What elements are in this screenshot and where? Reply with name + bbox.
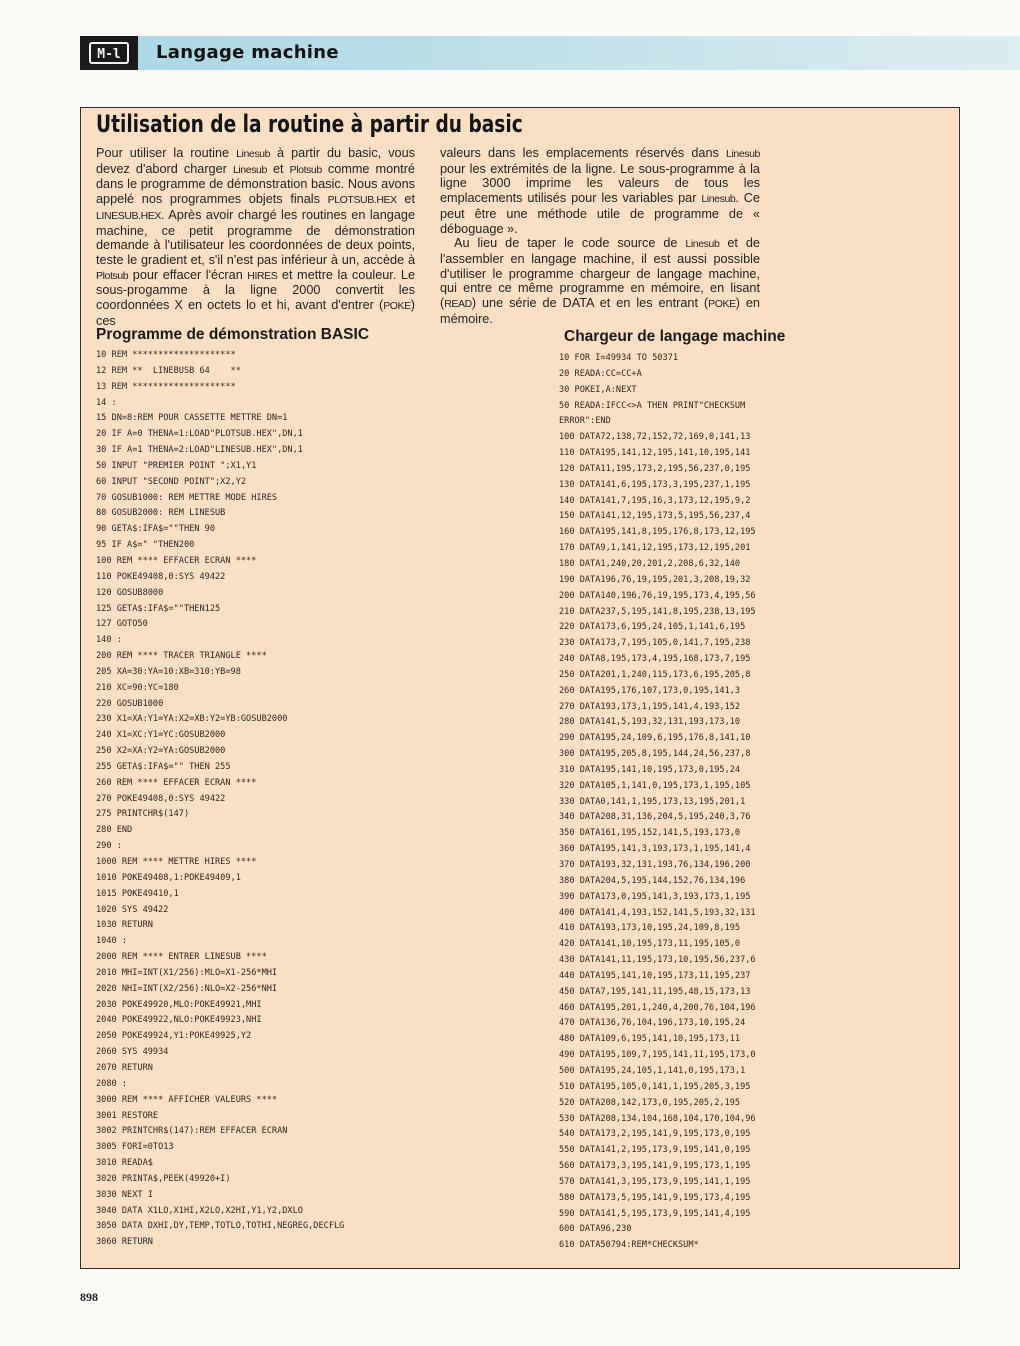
- program-name: Linesub: [701, 193, 736, 206]
- code-line: 360 DATA195,141,3,193,173,1,195,141,4: [559, 844, 751, 855]
- text-run: . Ce peut être une méthode utile de programme de « déboguage ».: [440, 191, 760, 236]
- article-right-column: [440, 146, 760, 326]
- text-run: à partir du basic, vous devez d'abord charger: [96, 146, 415, 176]
- code-line: 1000 REM **** METTRE HIRES ****: [96, 857, 257, 867]
- code-line: 2000 REM **** ENTRER LINESUB ****: [96, 952, 267, 963]
- code-line: 270 DATA193,173,1,195,141,4,193,152: [559, 701, 741, 712]
- code-line: 530 DATA208,134,104,168,104,170,104,96: [559, 1113, 756, 1124]
- program-name: POKE: [708, 298, 736, 311]
- code-line: 430 DATA141,11,195,173,10,195,56,237,6: [559, 955, 756, 966]
- code-line: 2060 SYS 49934: [96, 1047, 169, 1058]
- code-line: ERROR":END: [559, 416, 611, 427]
- text-run: et: [266, 161, 290, 176]
- code-line: 440 DATA195,141,10,195,173,11,195,237: [559, 970, 751, 981]
- code-line: 390 DATA173,0,195,141,3,193,173,1,195: [559, 891, 751, 902]
- code-line: 140 DATA141,7,195,16,3,173,12,195,9,2: [559, 495, 751, 506]
- loader-program-listing: [559, 351, 756, 1254]
- code-line: 3040 DATA X1LO,X1HI,X2LO,X2HI,Y1,Y2,DXLO: [96, 1205, 303, 1216]
- code-line: 100 DATA72,138,72,152,72,169,0,141,13: [559, 432, 751, 443]
- code-line: 120 DATA11,195,173,2,195,56,237,0,195: [559, 463, 751, 474]
- code-line: 160 DATA195,141,8,195,176,8,173,12,195: [559, 527, 756, 538]
- code-line: 220 DATA173,6,195,24,105,1,141,6,195: [559, 622, 746, 633]
- code-line: 120 GOSUB8000: [96, 587, 164, 598]
- program-name: Plotsub: [289, 163, 322, 176]
- code-line: 10 FOR I=49934 TO 50371: [559, 353, 678, 363]
- code-line: 255 GETA$:IFA$="" THEN 255: [96, 761, 231, 772]
- code-line: 230 DATA173,7,195,105,0,141,7,195,238: [559, 638, 751, 649]
- code-line: 3020 PRINTA$,PEEK(49920+I): [96, 1173, 231, 1184]
- text-run: et: [396, 192, 416, 207]
- code-line: 400 DATA141,4,193,152,141,5,193,32,131: [559, 907, 756, 918]
- code-line: 490 DATA195,109,7,195,141,11,195,173,0: [559, 1050, 756, 1061]
- code-line: 3002 PRINTCHR$(147):REM EFFACER ECRAN: [96, 1126, 288, 1137]
- code-line: 370 DATA193,32,131,193,76,134,196,200: [559, 860, 751, 870]
- page-number: 898: [80, 1290, 98, 1304]
- program-name: Linesub: [236, 148, 271, 160]
- code-line: 300 DATA195,205,8,195,144,24,56,237,8: [559, 749, 751, 760]
- article-paragraph: [440, 146, 760, 236]
- code-line: 470 DATA136,76,104,196,173,10,195,24: [559, 1018, 746, 1029]
- program-name: POKE: [383, 300, 411, 313]
- code-line: 70 GOSUB1000: REM METTRE MODE HIRES: [96, 492, 278, 503]
- code-line: 540 DATA173,2,195,141,9,195,173,0,195: [559, 1129, 751, 1140]
- program-name: Linesub: [726, 148, 760, 160]
- code-line: 420 DATA141,10,195,173,11,195,105,0: [559, 939, 741, 950]
- section-logo-icon: [80, 36, 138, 70]
- demo-program-heading: Programme de démonstration BASIC: [96, 326, 370, 343]
- code-line: 460 DATA195,201,1,240,4,200,76,104,196: [559, 1002, 756, 1013]
- code-line: 1040 :: [96, 936, 128, 947]
- code-line: 450 DATA7,195,141,11,195,48,15,173,13: [559, 986, 751, 997]
- code-line: 2040 POKE49922,NLO:POKE49923,NHI: [96, 1015, 262, 1026]
- demo-program-listing: [96, 348, 344, 1251]
- code-line: 230 X1=XA:Y1=YA:X2=XB:Y2=YB:GOSUB2000: [96, 714, 288, 725]
- code-line: 570 DATA141,3,195,173,9,195,141,1,195: [559, 1176, 751, 1187]
- code-line: 3000 REM **** AFFICHER VALEURS ****: [96, 1094, 278, 1105]
- program-name: Linesub: [685, 238, 720, 251]
- code-line: 1015 POKE49410,1: [96, 888, 179, 899]
- code-line: 2070 RETURN: [96, 1062, 153, 1073]
- text-run: comme montré dans le programme de démonstration basic. Nous avons appelé nos programmes objets finals: [96, 161, 415, 207]
- code-line: 340 DATA208,31,136,204,5,195,240,3,76: [559, 812, 751, 823]
- code-line: 610 DATA50794:REM*CHECKSUM*: [559, 1240, 699, 1251]
- code-line: 95 IF A$=" "THEN200: [96, 540, 195, 551]
- code-line: 2080 :: [96, 1078, 128, 1089]
- code-line: 275 PRINTCHR$(147): [96, 809, 190, 820]
- code-line: 290 DATA195,24,109,6,195,176,8,141,10: [559, 733, 751, 744]
- code-line: 520 DATA208,142,173,0,195,205,2,195: [559, 1097, 741, 1108]
- code-line: 150 DATA141,12,195,173,5,195,56,237,4: [559, 511, 751, 522]
- code-line: 10 REM ********************: [96, 350, 236, 360]
- code-line: 210 DATA237,5,195,141,8,195,238,13,195: [559, 606, 756, 617]
- code-line: 200 DATA140,196,76,19,195,173,4,195,56: [559, 590, 756, 601]
- code-line: 600 DATA96,230: [559, 1224, 632, 1235]
- text-run: Au lieu de taper le code source de: [454, 236, 686, 251]
- program-name: Linesub: [232, 163, 267, 176]
- text-run: Pour utiliser la routine: [96, 146, 237, 160]
- text-run: pour les extrémités de la ligne. Le sous-programme à la ligne 3000 imprime les valeurs de tous les emplacements utilisés pour les variables par: [440, 161, 760, 206]
- code-line: 3050 DATA DXHI,DY,TEMP,TOTLO,TOTHI,NEGREG,DECFLG: [96, 1221, 345, 1232]
- code-line: 20 IF A=0 THENA=1:LOAD"PLOTSUB.HEX",DN,1: [96, 429, 303, 440]
- code-line: 410 DATA193,173,10,195,24,109,8,195: [559, 923, 741, 934]
- code-line: 260 DATA195,176,107,173,0,195,141,3: [559, 685, 741, 696]
- text-run: . Après avoir chargé les routines en langage machine, ce petit programme de démonstration demande à l'utilisateur les coordonnées de deux points, teste le gradient et, s'il n'est pas inférieur à un, accède à: [96, 207, 415, 267]
- code-line: 3001 RESTORE: [96, 1110, 159, 1121]
- code-line: 90 GETA$:IFA$=""THEN 90: [96, 524, 215, 535]
- code-line: 2020 NHI=INT(X2/256):NLO=X2-256*NHI: [96, 983, 278, 994]
- code-line: 3060 RETURN: [96, 1237, 153, 1248]
- code-line: 2050 POKE49924,Y1:POKE49925,Y2: [96, 1031, 252, 1042]
- code-line: 320 DATA105,1,141,0,195,173,1,195,105: [559, 780, 751, 791]
- code-line: 140 :: [96, 635, 122, 646]
- code-line: 60 INPUT "SECOND POINT";X2,Y2: [96, 476, 247, 487]
- code-line: 180 DATA1,240,20,201,2,208,6,32,140: [559, 558, 741, 569]
- code-line: 13 REM ********************: [96, 381, 236, 392]
- code-line: 590 DATA141,5,195,173,9,195,141,4,195: [559, 1208, 751, 1219]
- program-name: Plotsub: [96, 269, 129, 282]
- code-line: 130 DATA141,6,195,173,3,195,237,1,195: [559, 479, 751, 490]
- code-line: 2010 MHI=INT(X1/256):MLO=X1-256*MHI: [96, 967, 278, 978]
- text-run: valeurs dans les emplacements réservés dans: [440, 146, 727, 160]
- code-line: 80 GOSUB2000: REM LINESUB: [96, 508, 226, 519]
- program-name: LINESUB.HEX: [96, 209, 162, 222]
- text-run: ) une série de DATA et en les entrant (: [471, 296, 709, 311]
- code-line: 220 GOSUB1000: [96, 698, 164, 709]
- code-line: 110 POKE49408,0:SYS 49422: [96, 571, 226, 582]
- text-run: ) en mémoire.: [440, 296, 760, 326]
- code-line: 20 READA:CC=CC+A: [559, 368, 642, 379]
- code-line: 30 IF A=1 THENA=2:LOAD"LINESUB.HEX",DN,1: [96, 445, 303, 456]
- code-line: 3030 NEXT I: [96, 1189, 153, 1200]
- code-line: 500 DATA195,24,105,1,141,0,195,173,1: [559, 1065, 746, 1076]
- code-line: 12 REM ** LINEBUSB 64 **: [96, 365, 241, 376]
- section-title: Langage machine: [156, 42, 339, 63]
- code-line: 2030 POKE49920,MLO:POKE49921,MHI: [96, 999, 262, 1010]
- code-line: 30 POKEI,A:NEXT: [559, 384, 637, 395]
- code-line: 3010 READA$: [96, 1158, 153, 1169]
- code-line: 1030 RETURN: [96, 920, 153, 931]
- program-name: PLOTSUB.HEX: [327, 194, 397, 207]
- article-paragraph: [440, 236, 760, 326]
- code-line: 127 GOTO50: [96, 619, 148, 630]
- code-line: 50 INPUT "PREMIER POINT ";X1,Y1: [96, 460, 257, 471]
- code-line: 290 :: [96, 841, 122, 852]
- code-line: 250 X2=XA:Y2=YA:GOSUB2000: [96, 746, 226, 757]
- code-line: 200 REM **** TRACER TRIANGLE ****: [96, 651, 267, 662]
- code-line: 330 DATA0,141,1,195,173,13,195,201,1: [559, 796, 746, 807]
- loader-program-heading: Chargeur de langage machine: [564, 328, 786, 345]
- code-line: 240 DATA8,195,173,4,195,168,173,7,195: [559, 654, 751, 665]
- code-line: 550 DATA141,2,195,173,9,195,141,0,195: [559, 1145, 751, 1156]
- code-line: 310 DATA195,141,10,195,173,0,195,24: [559, 764, 741, 775]
- program-name: READ: [444, 298, 472, 311]
- code-line: 280 END: [96, 825, 133, 836]
- code-line: 190 DATA196,76,19,195,201,3,208,19,32: [559, 574, 751, 585]
- code-line: 270 POKE49408,0:SYS 49422: [96, 793, 226, 804]
- code-line: 50 READA:IFCC<>A THEN PRINT"CHECKSUM: [559, 400, 746, 411]
- code-line: 125 GETA$:IFA$=""THEN125: [96, 603, 221, 614]
- code-line: 350 DATA161,195,152,141,5,193,173,0: [559, 828, 741, 839]
- code-line: 510 DATA195,105,0,141,1,195,205,3,195: [559, 1081, 751, 1092]
- code-line: 170 DATA9,1,141,12,195,173,12,195,201: [559, 543, 751, 554]
- text-run: et mettre la couleur. Le sous-progamme à la ligne 2000 convertit les coordonnées X en octets lo et hi, avant d'entrer (: [96, 267, 416, 313]
- program-name: HIRES: [247, 269, 278, 282]
- code-line: 250 DATA201,1,240,115,173,6,195,205,8: [559, 669, 751, 680]
- text-run: ) ces: [96, 298, 415, 328]
- code-line: 15 DN=8:REM POUR CASSETTE METTRE DN=1: [96, 413, 288, 424]
- article-title: Utilisation de la routine à partir du basic: [96, 110, 523, 138]
- code-line: 100 REM **** EFFACER ECRAN ****: [96, 555, 257, 566]
- code-line: 1020 SYS 49422: [96, 904, 169, 915]
- text-run: et de l'assembler en langage machine, il est aussi possible d'utiliser le programme chargeur de langage machine, qui entre ce même programme en mémoire, en lisant (: [440, 236, 760, 311]
- code-line: 110 DATA195,141,12,195,141,10,195,141: [559, 448, 751, 459]
- code-line: 14 :: [96, 397, 117, 408]
- code-line: 480 DATA109,6,195,141,10,195,173,11: [559, 1034, 741, 1045]
- code-line: 280 DATA141,5,193,32,131,193,173,10: [559, 717, 741, 728]
- code-line: 210 XC=90:YC=180: [96, 682, 179, 693]
- code-line: 260 REM **** EFFACER ECRAN ****: [96, 777, 257, 788]
- logo-glyph: M-l: [89, 42, 129, 64]
- article-left-column: [96, 146, 415, 328]
- code-line: 380 DATA204,5,195,144,152,76,134,196: [559, 875, 746, 886]
- text-run: pour effacer l'écran: [128, 267, 248, 282]
- code-line: 240 X1=XC:Y1=YC:GOSUB2000: [96, 730, 226, 741]
- code-line: 560 DATA173,3,195,141,9,195,173,1,195: [559, 1161, 751, 1172]
- code-line: 1010 POKE49408,1:POKE49409,1: [96, 872, 241, 883]
- code-line: 205 XA=30:YA=10:XB=310:YB=98: [96, 666, 241, 677]
- article-paragraph: [96, 146, 415, 328]
- code-line: 580 DATA173,5,195,141,9,195,173,4,195: [559, 1192, 751, 1203]
- code-line: 3005 FORI=0TO13: [96, 1142, 174, 1153]
